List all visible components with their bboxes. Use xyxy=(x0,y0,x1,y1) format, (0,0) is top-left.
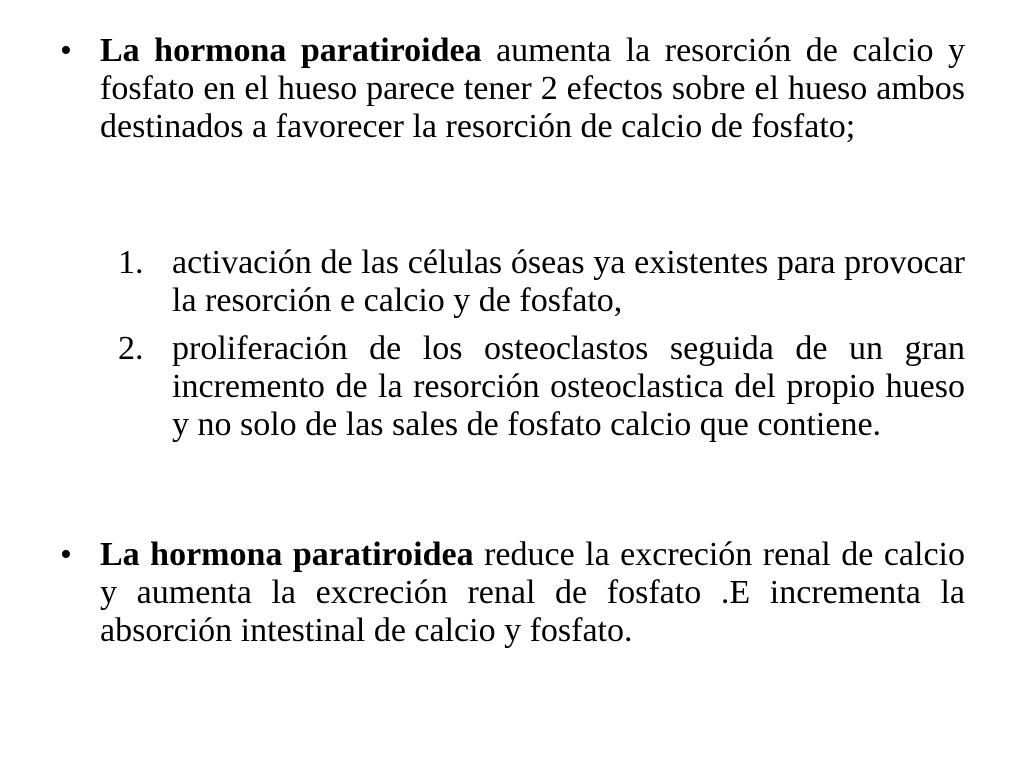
bullet-paragraph-2 xyxy=(100,536,965,650)
bold-term: La hormona paratiroidea xyxy=(100,536,474,573)
list-item-2: proliferación de los osteoclastos seguida de un gran incremento de la resorción osteoclastica del propio hueso y no solo de las sales de fosfato calcio que contiene. xyxy=(172,330,965,443)
bullet-paragraph-1 xyxy=(100,32,965,146)
bullet-text: aumenta la resorción de calcio y fosfato en el hueso parece tener 2 efectos sobre el hueso ambos destinados a favorecer la resorción de calcio de fosfato; xyxy=(100,32,965,145)
bold-term: La hormona paratiroidea xyxy=(100,32,482,69)
list-number: 1. xyxy=(118,244,144,281)
list-item-1: activación de las células óseas ya existentes para provocar la resorción e calcio y de fosfato, xyxy=(172,244,965,319)
list-number: 2. xyxy=(118,330,144,367)
bullet-dot: • xyxy=(60,32,72,69)
bullet-text: reduce la excreción renal de calcio y aumenta la excreción renal de fosfato .E incrementa la absorción intestinal de calcio y fosfato. xyxy=(100,536,965,649)
bullet-dot: • xyxy=(60,536,72,573)
